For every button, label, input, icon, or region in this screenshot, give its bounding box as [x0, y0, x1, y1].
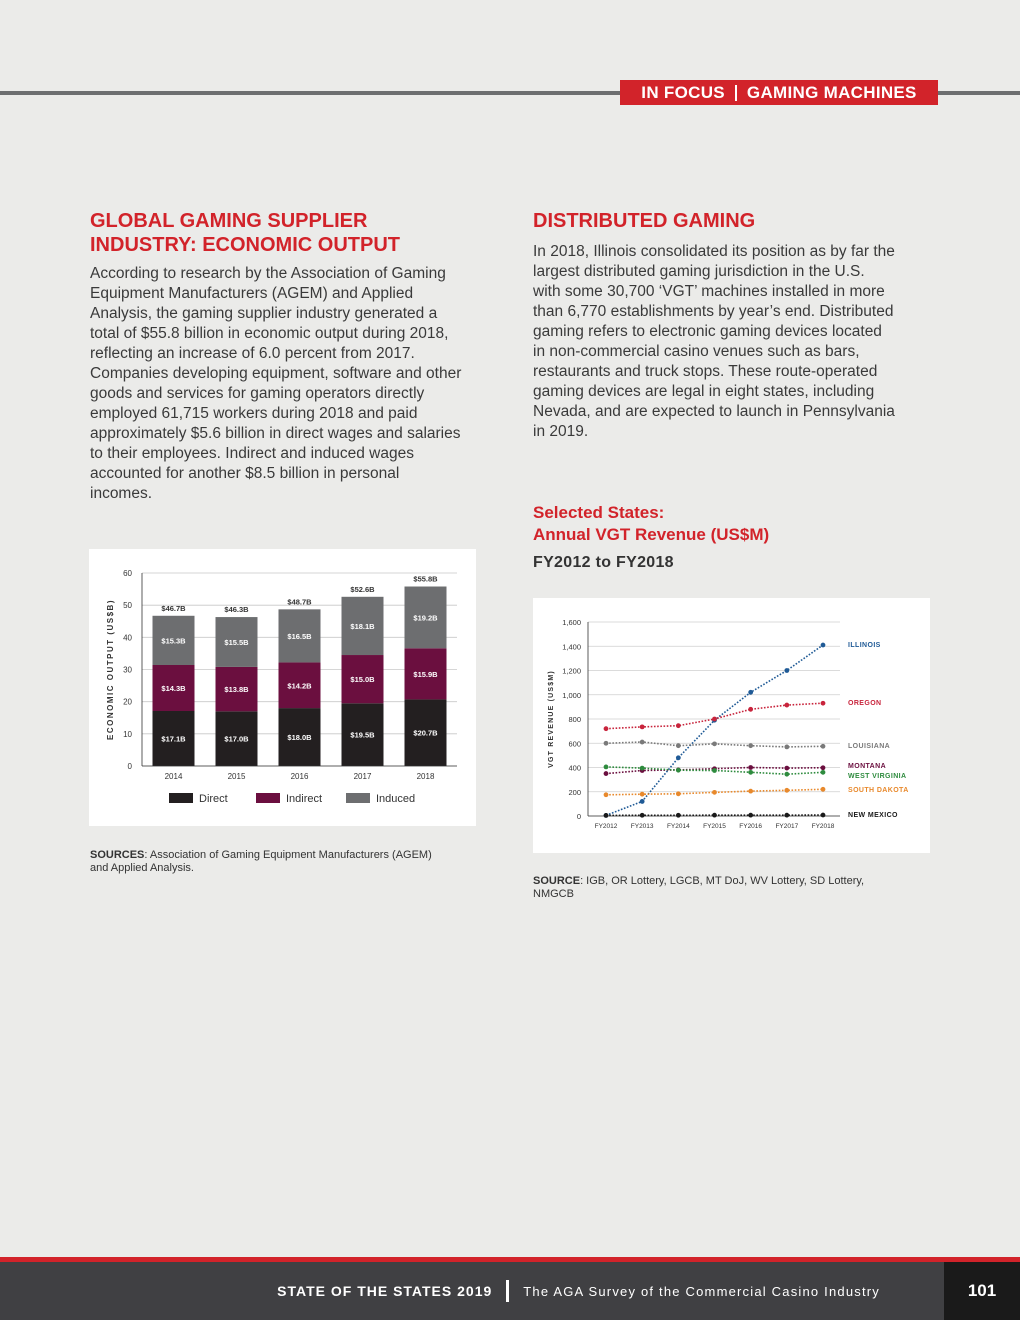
point-louisiana — [640, 740, 645, 745]
point-south-dakota — [784, 788, 789, 793]
left-heading — [90, 209, 400, 257]
y-tick-label: 20 — [123, 697, 132, 707]
point-new-mexico — [821, 813, 826, 818]
y-tick-label: 0 — [576, 812, 581, 821]
series-label-new-mexico: NEW MEXICO — [848, 812, 898, 819]
point-new-mexico — [676, 813, 681, 818]
point-illinois — [821, 643, 826, 648]
point-west-virginia — [821, 770, 826, 775]
point-louisiana — [676, 743, 681, 748]
point-new-mexico — [712, 813, 717, 818]
point-south-dakota — [821, 787, 826, 792]
bar-value-label: $15.0B — [350, 675, 375, 685]
legend-swatch-induced — [346, 793, 370, 803]
y-tick-label: 40 — [123, 633, 132, 643]
footer-title: STATE OF THE STATES 2019 — [277, 1283, 493, 1299]
bar-total-label: $46.7B — [161, 603, 186, 613]
bar-value-label: $16.5B — [287, 631, 312, 641]
series-label-louisiana: LOUISIANA — [848, 743, 891, 750]
bar-value-label: $19.2B — [413, 613, 438, 623]
series-label-illinois: ILLINOIS — [848, 642, 881, 649]
point-illinois — [640, 799, 645, 804]
point-new-mexico — [604, 813, 609, 818]
right-source-label: SOURCE — [533, 875, 581, 887]
point-montana — [604, 771, 609, 776]
vgt-chart-heading-line2: Annual VGT Revenue (US$M) — [533, 525, 770, 544]
y-tick-label: 600 — [568, 739, 581, 749]
point-west-virginia — [604, 764, 609, 769]
bar-value-label: $14.3B — [161, 683, 186, 693]
right-heading: DISTRIBUTED GAMING — [533, 210, 756, 232]
footer — [0, 1262, 1020, 1320]
bar-value-label: $13.8B — [224, 685, 249, 695]
bar-total-label: $52.6B — [350, 584, 375, 594]
point-louisiana — [604, 741, 609, 746]
point-oregon — [821, 701, 826, 706]
point-louisiana — [821, 744, 826, 749]
section-tag — [620, 80, 938, 105]
economic-output-chart-panel — [89, 549, 476, 826]
point-illinois — [748, 690, 753, 695]
footer-subtitle: The AGA Survey of the Commercial Casino Industry — [523, 1283, 880, 1299]
x-tick-label: FY2018 — [811, 823, 835, 830]
left-source-text: : Association of Gaming Equipment Manufacturers (AGEM) and Applied Analysis. — [90, 849, 432, 874]
bar-value-label: $18.0B — [287, 733, 312, 743]
bar-value-label: $18.1B — [350, 621, 375, 631]
x-tick-label: 2016 — [290, 772, 309, 781]
x-tick-label: 2017 — [353, 772, 372, 781]
section-divider — [735, 85, 737, 101]
point-louisiana — [712, 741, 717, 746]
y-tick-label: 0 — [127, 762, 132, 771]
x-tick-label: FY2013 — [630, 823, 654, 830]
vgt-revenue-chart — [533, 598, 930, 853]
point-montana — [821, 765, 826, 770]
y-tick-label: 60 — [123, 569, 132, 578]
point-oregon — [784, 703, 789, 708]
economic-output-chart — [89, 549, 476, 826]
x-tick-label: FY2014 — [666, 823, 690, 830]
page-number: 101 — [944, 1262, 1020, 1320]
y-tick-label: 1,000 — [562, 690, 581, 700]
bar-total-label: $55.8B — [413, 574, 438, 584]
point-illinois — [784, 668, 789, 673]
point-south-dakota — [640, 792, 645, 797]
left-heading-line1: GLOBAL GAMING SUPPLIER — [90, 210, 368, 232]
x-tick-label: FY2015 — [703, 823, 726, 830]
x-tick-label: 2014 — [164, 772, 183, 781]
y-axis-title: ECONOMIC OUTPUT (US$B) — [106, 599, 115, 740]
legend-swatch-direct — [169, 793, 193, 803]
point-west-virginia — [676, 768, 681, 773]
left-source — [90, 849, 450, 875]
right-source — [533, 875, 893, 901]
x-tick-label: 2015 — [227, 772, 246, 781]
legend-label-induced: Induced — [376, 793, 416, 805]
y-tick-label: 1,200 — [562, 666, 581, 676]
bar-value-label: $15.3B — [161, 636, 186, 646]
series-label-south-dakota: SOUTH DAKOTA — [848, 787, 909, 794]
y-tick-label: 10 — [123, 729, 132, 739]
point-montana — [748, 765, 753, 770]
bar-value-label: $19.5B — [350, 730, 375, 740]
y-tick-label: 30 — [123, 665, 132, 675]
y-axis-title: VGT REVENUE (US$M) — [548, 670, 555, 768]
x-tick-label: 2018 — [416, 772, 435, 781]
vgt-chart-range: FY2012 to FY2018 — [533, 554, 674, 571]
point-south-dakota — [676, 791, 681, 796]
right-body: In 2018, Illinois consolidated its position as by far the largest distributed gaming jurisdiction in the U.S. with some 30,700 ‘VGT’ machines installed in more than 6,770 establishments by year’s end. Distributed gaming refers to electronic gaming devices located in non-commercial casino venues such as bars, restaurants and truck stops. These route-operated gaming devices are legal in eight states, including Nevada, and are expected to launch in Pennsylvania in 2019. — [533, 243, 895, 440]
section-label: IN FOCUS — [641, 82, 725, 102]
vgt-chart-heading — [533, 502, 769, 546]
x-tick-label: FY2012 — [594, 823, 618, 830]
bar-value-label: $17.0B — [224, 734, 249, 744]
bar-value-label: $15.5B — [224, 637, 249, 647]
legend-label-indirect: Indirect — [286, 793, 323, 805]
bar-value-label: $17.1B — [161, 734, 186, 744]
legend-label-direct: Direct — [199, 793, 228, 805]
point-west-virginia — [784, 772, 789, 777]
point-oregon — [604, 726, 609, 731]
point-west-virginia — [748, 770, 753, 775]
point-new-mexico — [748, 813, 753, 818]
y-tick-label: 1,400 — [562, 642, 581, 652]
point-new-mexico — [784, 813, 789, 818]
y-tick-label: 200 — [568, 787, 581, 797]
point-south-dakota — [712, 790, 717, 795]
point-montana — [784, 766, 789, 771]
legend-swatch-indirect — [256, 793, 280, 803]
right-source-text: : IGB, OR Lottery, LGCB, MT DoJ, WV Lottery, SD Lottery, NMGCB — [533, 875, 865, 900]
footer-divider — [506, 1280, 509, 1302]
footer-title-group — [277, 1262, 880, 1320]
y-tick-label: 1,600 — [562, 618, 581, 627]
point-illinois — [676, 755, 681, 760]
x-tick-label: FY2016 — [739, 823, 763, 830]
series-label-oregon: OREGON — [848, 700, 882, 707]
left-source-label: SOURCES — [90, 849, 145, 861]
point-oregon — [676, 723, 681, 728]
point-oregon — [748, 707, 753, 712]
point-louisiana — [748, 743, 753, 748]
left-body: According to research by the Association of Gaming Equipment Manufacturers (AGEM) and Applied Analysis, the gaming supplier industry generated a total of $55.8 billion in economic output during 2018, reflecting an increase of 6.0 percent from 2017. Companies developing equipment, software and other goods and services for gaming operators directly employed 61,715 workers during 2018 and paid approximately $5.6 billion in direct wages and salaries to their employees. Indirect and induced wages accounted for another $8.5 billion in personal incomes. — [90, 265, 462, 502]
y-tick-label: 400 — [568, 763, 581, 773]
series-label-montana: MONTANA — [848, 763, 887, 770]
point-louisiana — [784, 744, 789, 749]
point-oregon — [640, 724, 645, 729]
point-oregon — [712, 717, 717, 722]
vgt-chart-panel — [533, 598, 930, 853]
bar-value-label: $14.2B — [287, 681, 312, 691]
point-new-mexico — [640, 813, 645, 818]
section-topic: GAMING MACHINES — [746, 82, 917, 102]
y-tick-label: 800 — [568, 715, 581, 724]
point-south-dakota — [748, 789, 753, 794]
bar-total-label: $46.3B — [224, 605, 249, 615]
y-tick-label: 50 — [123, 601, 132, 611]
point-south-dakota — [604, 792, 609, 797]
vgt-chart-heading-line1: Selected States: — [533, 503, 665, 522]
bar-value-label: $20.7B — [413, 728, 438, 738]
bar-total-label: $48.7B — [287, 597, 312, 607]
bar-value-label: $15.9B — [413, 669, 438, 679]
point-west-virginia — [712, 768, 717, 773]
point-west-virginia — [640, 766, 645, 771]
series-label-west-virginia: WEST VIRGINIA — [848, 773, 907, 780]
x-tick-label: FY2017 — [775, 823, 799, 830]
left-heading-line2: INDUSTRY: ECONOMIC OUTPUT — [90, 234, 400, 256]
line-oregon — [606, 703, 823, 729]
